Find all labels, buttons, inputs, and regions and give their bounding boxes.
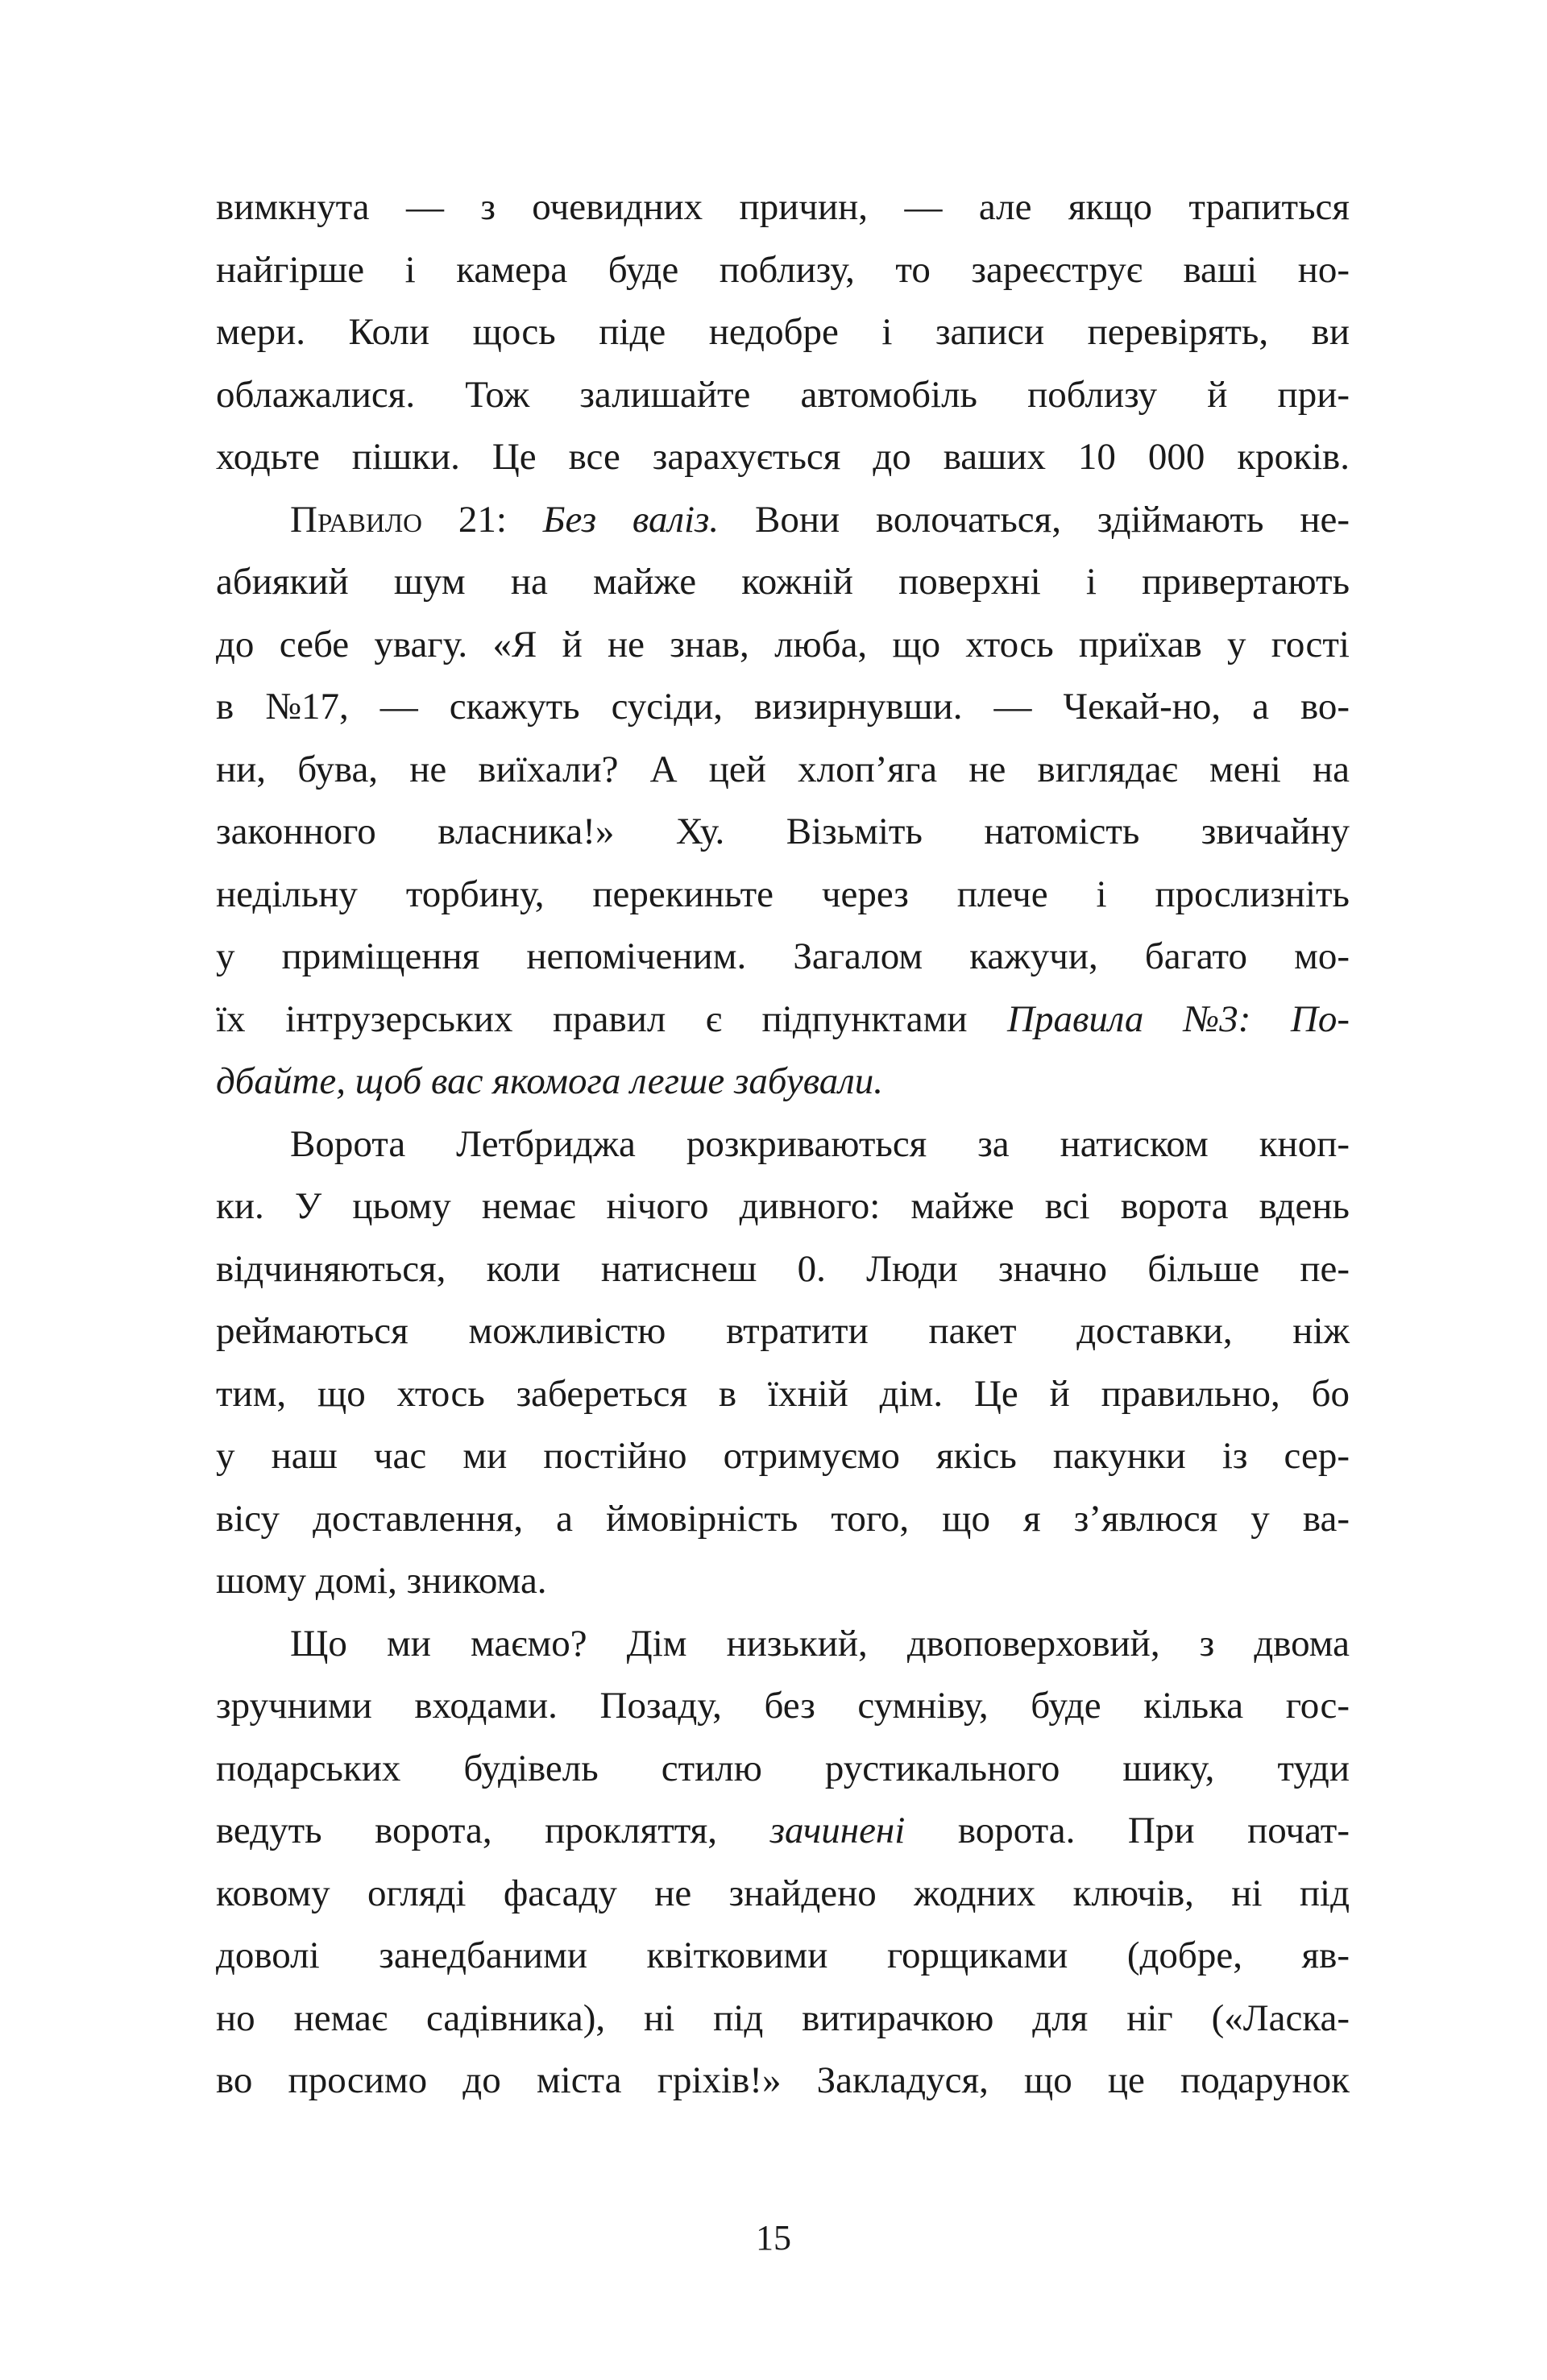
text-run: Вони волочаться, здіймають не- bbox=[719, 498, 1350, 541]
text-line bbox=[216, 489, 1350, 552]
small-caps-text: Правило bbox=[290, 498, 422, 541]
text-line bbox=[216, 1738, 1350, 1801]
text-run: у приміщення непоміченим. Загалом кажучи, багато мо- bbox=[216, 935, 1350, 977]
text-line bbox=[216, 1675, 1350, 1738]
text-line bbox=[216, 239, 1350, 302]
italic-text: Правила №3: По- bbox=[1007, 997, 1350, 1040]
text-line bbox=[216, 1300, 1350, 1363]
text-run: недільну торбину, перекиньте через плече і прослизніть bbox=[216, 873, 1350, 915]
text-line bbox=[216, 301, 1350, 364]
text-run: ни, бува, не виїхали? А цей хлоп’яга не виглядає мені на bbox=[216, 748, 1350, 790]
text-line bbox=[216, 1488, 1350, 1551]
text-line bbox=[216, 1925, 1350, 1988]
italic-text: зачинені bbox=[769, 1810, 906, 1851]
text-run: ковому огляді фасаду не знайдено жодних ключів, ні під bbox=[216, 1872, 1350, 1914]
text-run: реймаються можливістю втратити пакет доставки, ніж bbox=[216, 1310, 1350, 1352]
text-run: найгірше і камера буде поблизу, то зареєструє ваші но- bbox=[216, 248, 1350, 291]
text-line bbox=[216, 801, 1350, 864]
text-run: у наш час ми постійно отримуємо якісь пакунки із сер- bbox=[216, 1435, 1350, 1477]
text-run: мери. Коли щось піде недобре і записи перевірять, ви bbox=[216, 311, 1350, 353]
text-run: їх інтрузерських правил є підпунктами bbox=[216, 997, 1008, 1040]
text-run: во просимо до міста гріхів!» Закладуся, що це подарунок bbox=[216, 2059, 1350, 2101]
text-line bbox=[216, 1175, 1350, 1238]
text-line bbox=[216, 989, 1350, 1051]
text-run: ходьте пішки. Це все зарахується до ваших 10 000 кроків. bbox=[216, 436, 1350, 478]
text-run: подарських будівель стилю рустикального шику, туди bbox=[216, 1747, 1350, 1789]
text-line bbox=[216, 864, 1350, 927]
text-line bbox=[216, 739, 1350, 802]
text-line bbox=[216, 1238, 1350, 1301]
text-line bbox=[216, 1363, 1350, 1426]
text-line bbox=[216, 2050, 1350, 2113]
text-line bbox=[216, 676, 1350, 739]
text-run: шому домі, зникома. bbox=[216, 1560, 547, 1602]
text-run: но немає садівника), ні під витирачкою для ніг («Ласка- bbox=[216, 1996, 1350, 2039]
text-line bbox=[216, 614, 1350, 677]
text-line bbox=[216, 1550, 1350, 1613]
text-line bbox=[216, 1113, 1350, 1176]
text-line bbox=[216, 364, 1350, 427]
text-run: ведуть ворота, прокляття, bbox=[216, 1810, 770, 1851]
body-text bbox=[216, 176, 1350, 2113]
text-run: законного власника!» Ху. Візьміть натомість звичайну bbox=[216, 811, 1350, 852]
text-line bbox=[216, 1988, 1350, 2050]
page-number: 15 bbox=[756, 2218, 791, 2258]
italic-text: Без валіз. bbox=[542, 498, 720, 541]
text-run: до себе увагу. «Я й не знав, люба, що хтось приїхав у гості bbox=[216, 623, 1350, 665]
text-run: вимкнута — з очевидних причин, — але якщо трапиться bbox=[216, 186, 1350, 228]
italic-text: дбайте, щоб вас якомога легше забували. bbox=[216, 1060, 884, 1102]
text-line bbox=[216, 926, 1350, 989]
text-line bbox=[216, 1613, 1350, 1676]
text-run: 21: bbox=[421, 498, 543, 541]
text-run: облажалися. Тож залишайте автомобіль поблизу й при- bbox=[216, 373, 1350, 416]
text-line bbox=[216, 176, 1350, 239]
text-run: доволі занедбаними квітковими горщиками (добре, яв- bbox=[216, 1934, 1350, 1976]
text-line bbox=[216, 1425, 1350, 1488]
text-run: відчиняються, коли натиснеш 0. Люди значно більше пе- bbox=[216, 1247, 1350, 1290]
text-run: вісу доставлення, а ймовірність того, що я з’явлюся у ва- bbox=[216, 1497, 1350, 1540]
text-run: ворота. При почат- bbox=[905, 1810, 1350, 1851]
text-run: зручними входами. Позаду, без сумніву, буде кілька гос- bbox=[216, 1685, 1350, 1727]
text-run: абиякий шум на майже кожній поверхні і привертають bbox=[216, 561, 1350, 603]
text-line bbox=[216, 1863, 1350, 1926]
text-line bbox=[216, 1800, 1350, 1863]
text-run: тим, що хтось забереться в їхній дім. Це й правильно, бо bbox=[216, 1372, 1350, 1415]
text-run: Що ми маємо? Дім низький, двоповерховий, з двома bbox=[290, 1622, 1350, 1665]
text-run: в №17, — скажуть сусіди, визирнувши. — Чекай-но, а во- bbox=[216, 686, 1350, 728]
text-line bbox=[216, 426, 1350, 489]
text-line bbox=[216, 551, 1350, 614]
text-run: ки. У цьому немає нічого дивного: майже всі ворота вдень bbox=[216, 1185, 1350, 1227]
text-run: Ворота Летбриджа розкриваються за натиском кноп- bbox=[290, 1122, 1350, 1165]
text-line bbox=[216, 1051, 1350, 1113]
